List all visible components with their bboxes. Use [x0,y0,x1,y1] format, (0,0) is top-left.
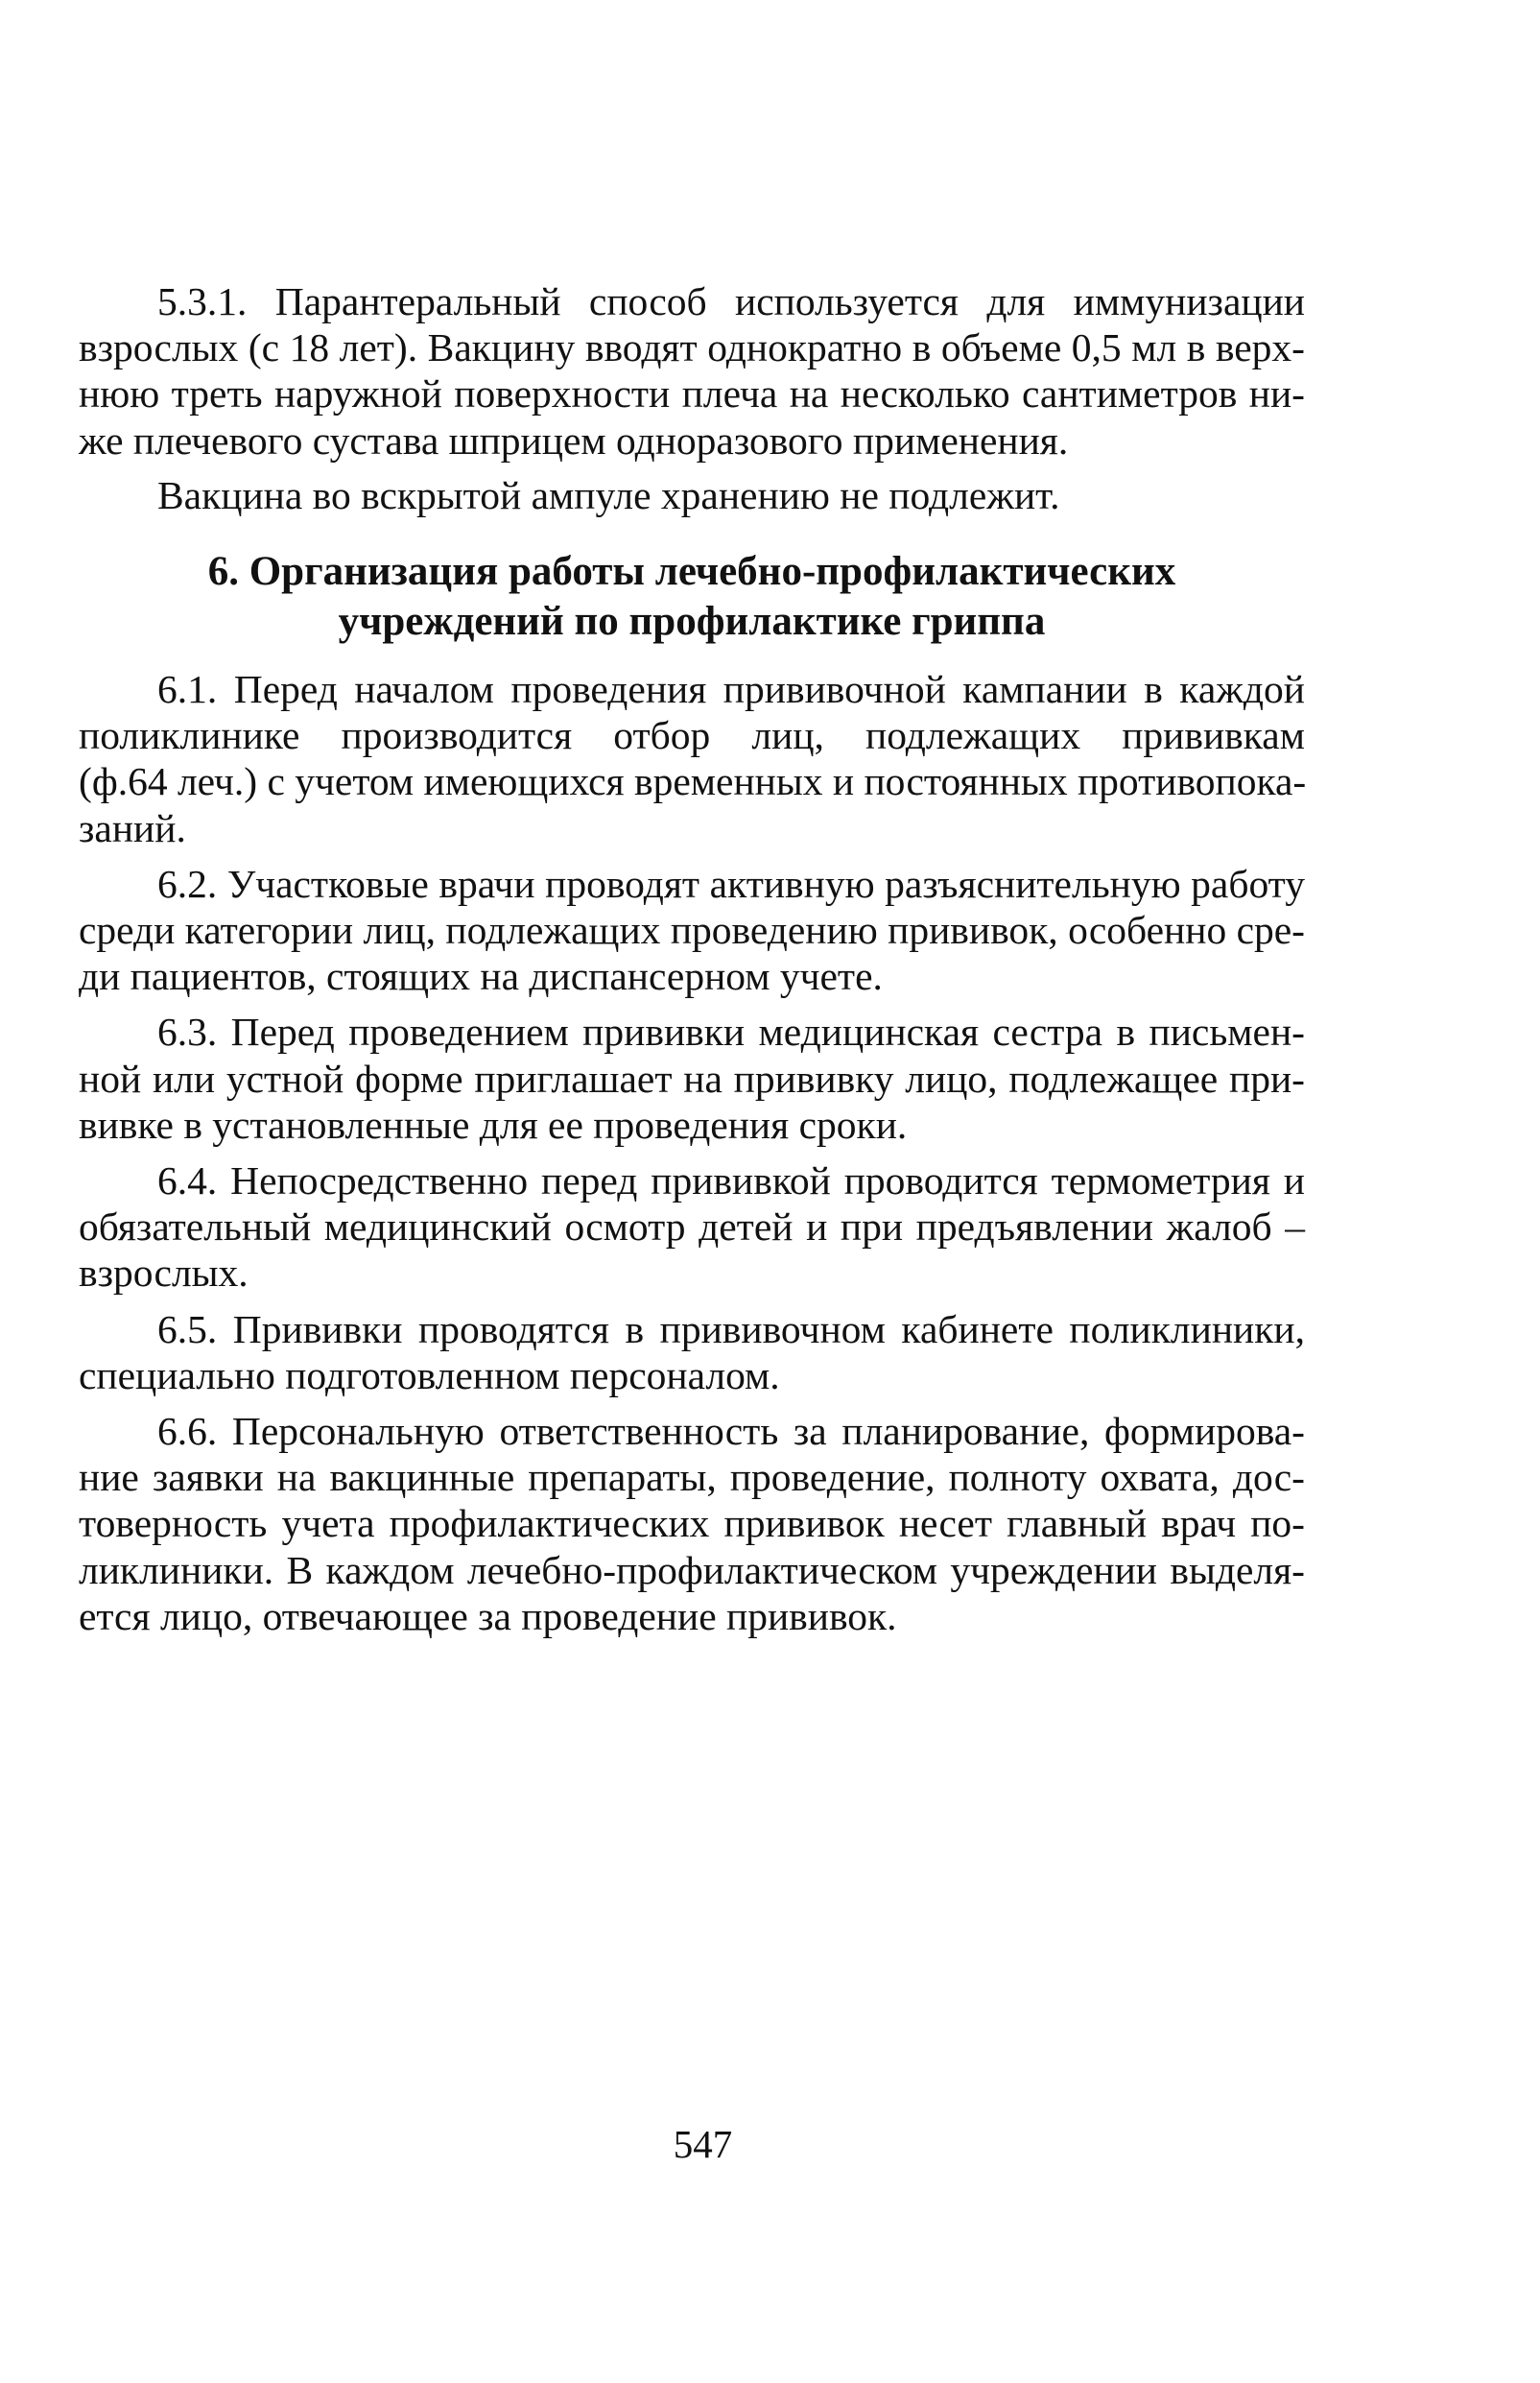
text-line: вивке в установленные для ее проведения сроки. [79,1102,908,1147]
text-line: 5.3.1. Парантеральный способ используется для иммунизации [157,279,1305,323]
text-line: ди пациентов, стоящих на диспансерном учете. [79,954,883,999]
section-heading [79,547,1305,647]
text-line: же плечевого сустава шприцем одноразового применения. [79,417,1069,463]
text-line: (ф.64 леч.) с учетом имеющихся временных и постоянных противопока- [79,759,1307,804]
text-line: товерность учета профилактических прививок несет главный врач по- [79,1501,1305,1546]
page-number [0,2121,1540,2167]
paragraph-6-3 [79,1009,1305,1148]
page-number-text: 547 [673,2122,733,2166]
text-line: ной или устной форме приглашает на прививку лицо, подлежащее при- [79,1056,1305,1101]
text-line: взрослых. [79,1251,249,1296]
text-line: 6.4. Непосредственно перед прививкой проводится термометрия и [157,1158,1305,1203]
paragraph-6-2 [79,861,1305,1000]
paragraph-6-6 [79,1408,1305,1639]
paragraph-6-4 [79,1157,1305,1297]
text-line: 6.2. Участковые врачи проводят активную разъяснительную работу [157,861,1305,906]
text-line: заний. [79,805,186,850]
paragraph-5-3-1 [79,278,1305,464]
text-line: специально подготовленном персоналом. [79,1352,780,1397]
document-page [79,278,1305,1639]
section-heading-line-2: учреждений по профилактике гриппа [338,599,1046,645]
text-line: ние заявки на вакцинные препараты, проведение, полноту охвата, дос- [79,1455,1305,1500]
text-line: 6.1. Перед началом проведения прививочной кампании в каждой [157,667,1305,712]
text-line: 6.3. Перед проведением прививки медицинская сестра в письмен- [157,1010,1305,1055]
paragraph-6-5 [79,1306,1305,1398]
text-line: среди категории лиц, подлежащих проведению прививок, особенно сре- [79,908,1305,953]
text-line: обязательный медицинский осмотр детей и при предъявлении жалоб – [79,1204,1305,1250]
section-heading-line-1: 6. Организация работы лечебно-профилактических [207,549,1176,595]
text-line: 6.6. Персональную ответственность за планирование, формирова- [157,1409,1305,1454]
paragraph-6-1 [79,666,1305,851]
paragraph-vaccine-storage [79,472,1305,518]
text-line: ликлиники. В каждом лечебно-профилактическом учреждении выделя- [79,1547,1305,1592]
text-line: 6.5. Прививки проводятся в прививочном кабинете поликлиники, [157,1306,1305,1351]
text-line: поликлинике производится отбор лиц, подлежащих прививкам [79,713,1305,758]
text-line: Вакцина во вскрытой ампуле хранению не подлежит. [157,472,1060,517]
text-line: взрослых (с 18 лет). Вакцину вводят однократно в объеме 0,5 мл в верх- [79,325,1305,370]
text-line: ется лицо, отвечающее за проведение прививок. [79,1593,897,1638]
text-line: нюю треть наружной поверхности плеча на несколько сантиметров ни- [79,371,1305,417]
